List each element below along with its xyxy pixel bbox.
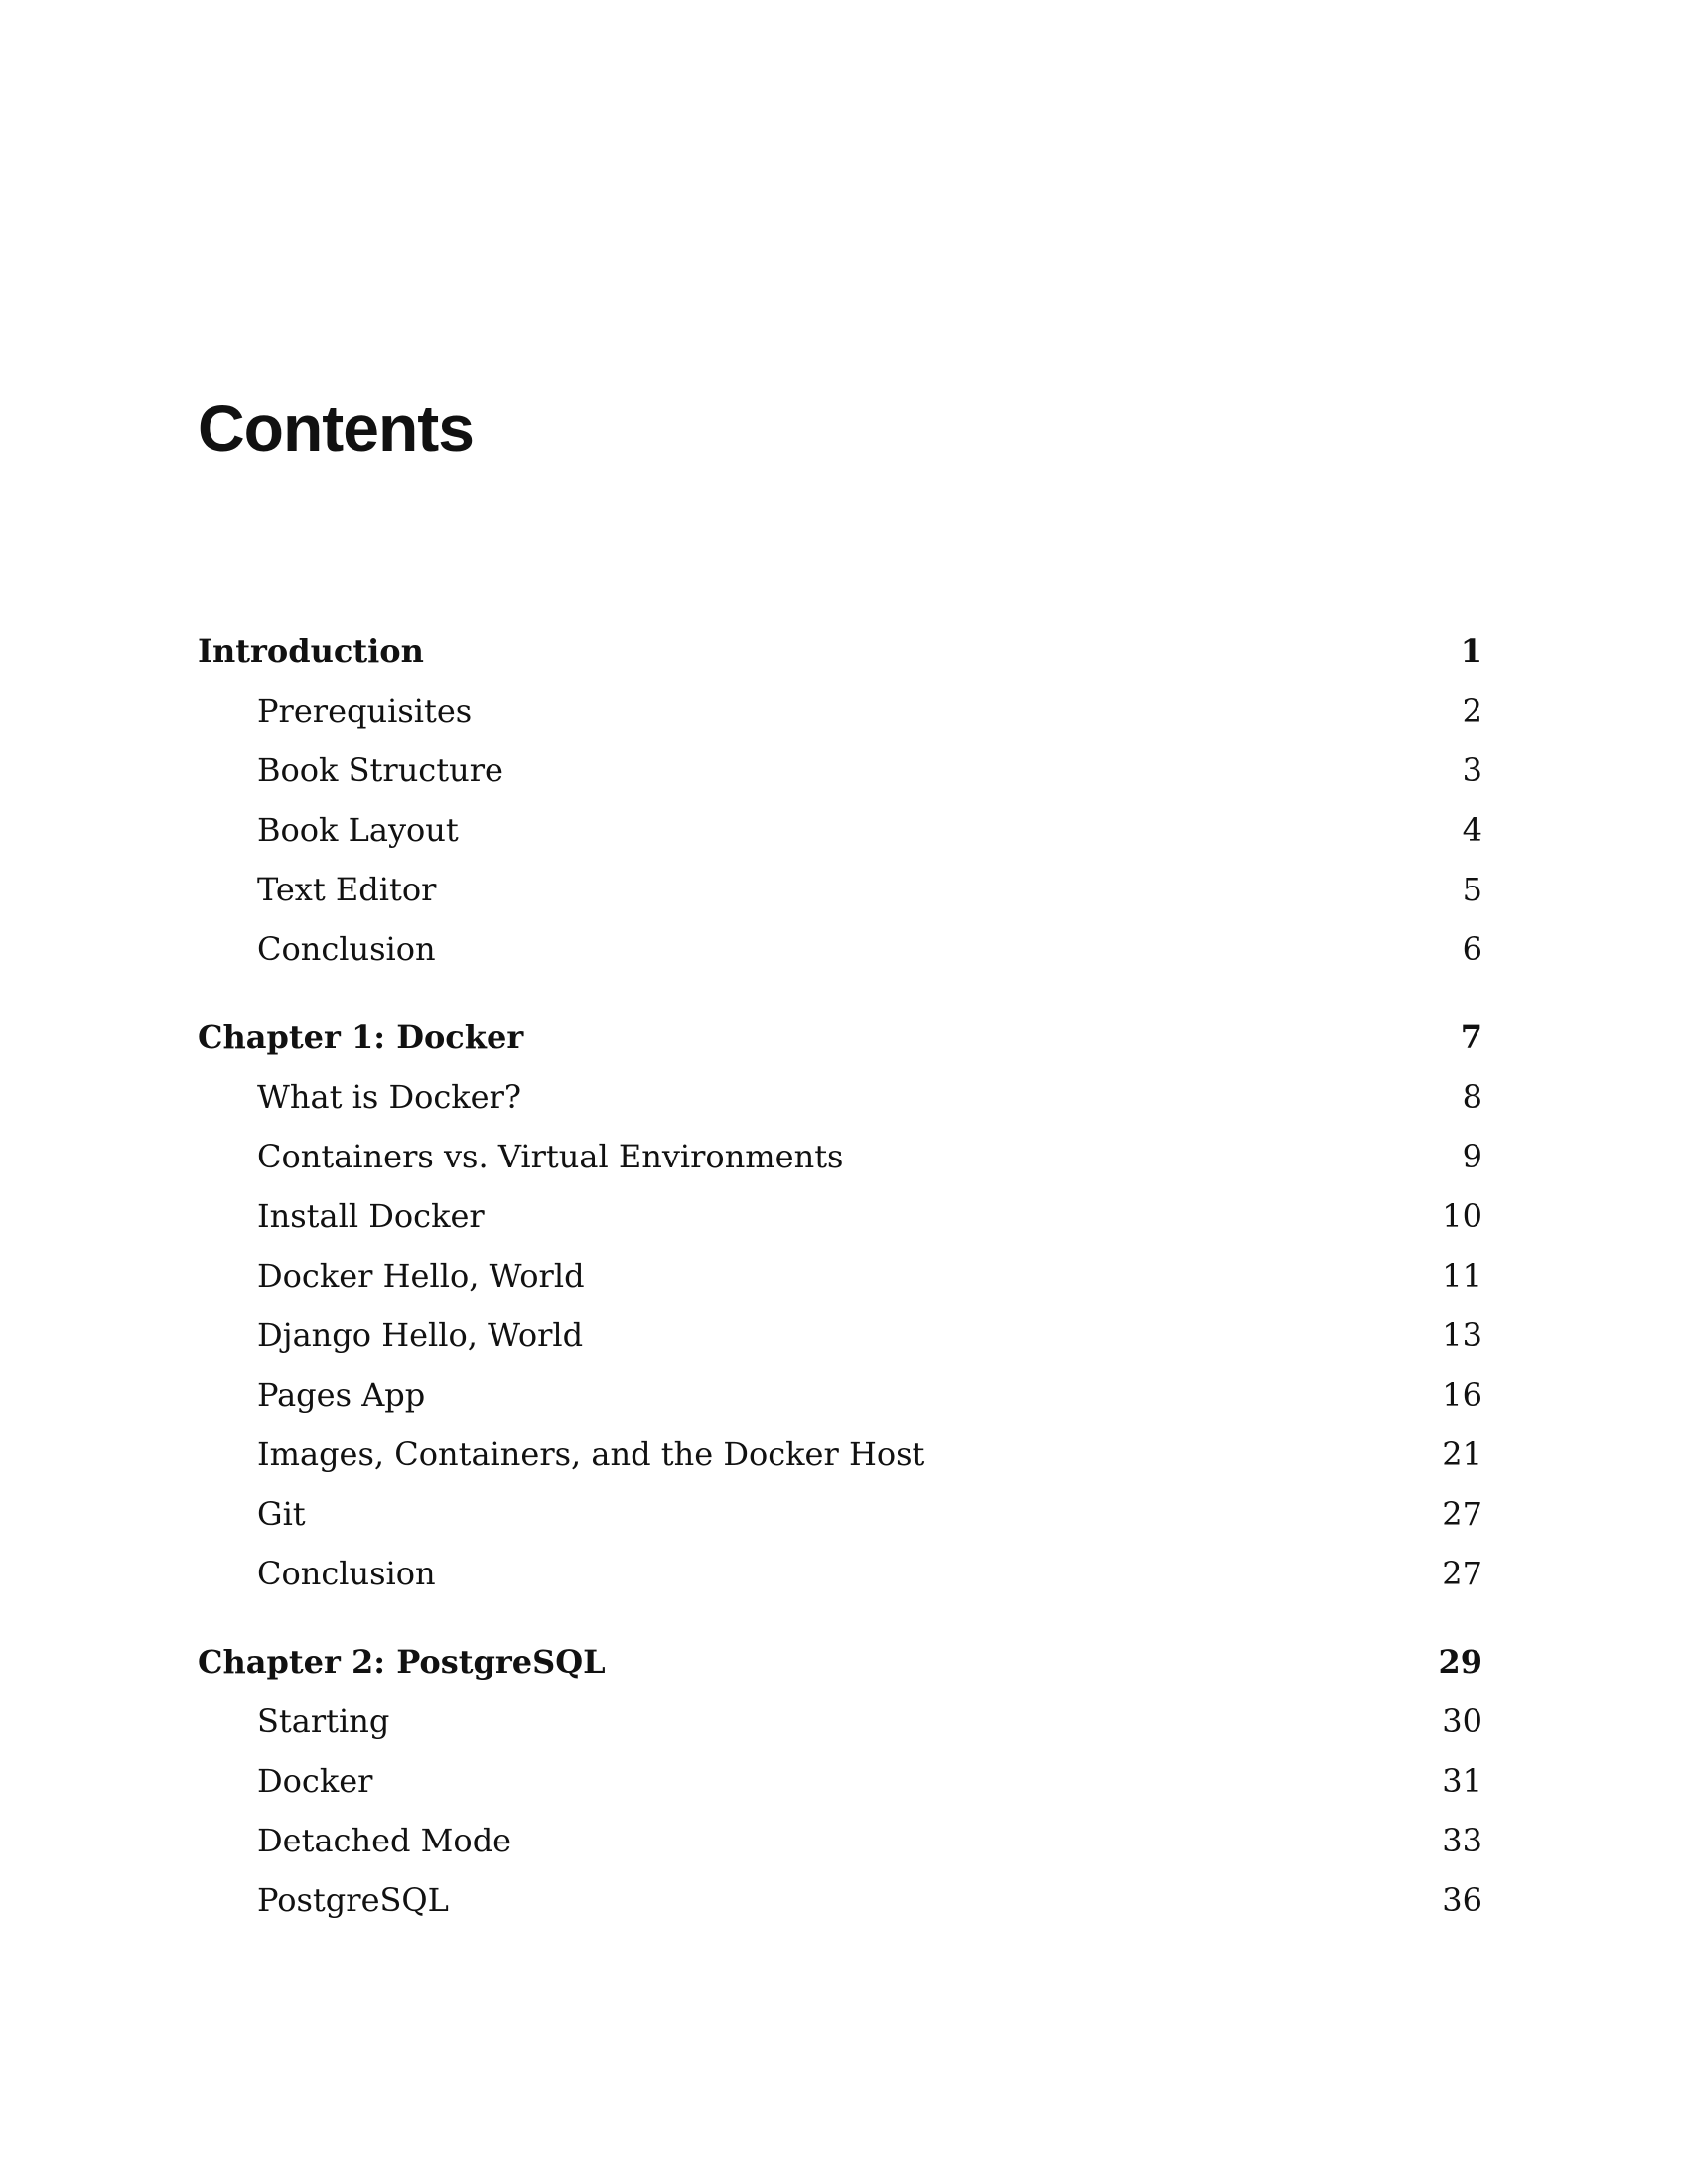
toc-page-number: 33 [1442, 1822, 1482, 1859]
table-of-contents [198, 621, 1482, 1959]
toc-section-chapter-2 [198, 1632, 1482, 1930]
toc-entry-row[interactable] [198, 681, 1482, 741]
toc-entry-title: Pages App [257, 1376, 426, 1414]
toc-entry-row[interactable] [198, 1751, 1482, 1811]
toc-entry-title: Prerequisites [257, 692, 473, 730]
toc-page-number: 13 [1442, 1316, 1482, 1354]
toc-entry-title: Install Docker [257, 1197, 485, 1235]
toc-page-number: 2 [1462, 692, 1482, 730]
toc-page-number: 8 [1462, 1078, 1482, 1116]
toc-entry-title: Text Editor [257, 871, 437, 908]
toc-page-number: 16 [1442, 1376, 1482, 1414]
toc-page-number: 7 [1460, 1019, 1482, 1056]
toc-entry-title: Detached Mode [257, 1822, 512, 1859]
toc-entry-title: Docker [257, 1762, 373, 1800]
toc-entry-row[interactable] [198, 1484, 1482, 1544]
toc-entry-title: PostgreSQL [257, 1881, 449, 1919]
page-title: Contents [198, 391, 474, 465]
toc-entry-row[interactable] [198, 1305, 1482, 1365]
toc-entry-row[interactable] [198, 919, 1482, 979]
toc-entry-title: Conclusion [257, 1555, 436, 1592]
toc-entry-title: Git [257, 1495, 306, 1533]
toc-entry-row[interactable] [198, 1544, 1482, 1603]
toc-chapter-row[interactable] [198, 1632, 1482, 1692]
toc-entry-title: Starting [257, 1703, 390, 1740]
toc-entry-title: Conclusion [257, 930, 436, 968]
toc-entry-row[interactable] [198, 1811, 1482, 1870]
toc-chapter-row[interactable] [198, 1008, 1482, 1067]
toc-page-number: 27 [1442, 1555, 1482, 1592]
toc-entry-row[interactable] [198, 1186, 1482, 1246]
toc-entry-title: Images, Containers, and the Docker Host [257, 1435, 925, 1473]
toc-section-chapter-1 [198, 1008, 1482, 1603]
toc-page-number: 10 [1442, 1197, 1482, 1235]
toc-entry-row[interactable] [198, 1365, 1482, 1425]
toc-entry-row[interactable] [198, 741, 1482, 800]
toc-chapter-title: Chapter 1: Docker [198, 1019, 524, 1056]
toc-page-number: 5 [1462, 871, 1482, 908]
toc-chapter-title: Chapter 2: PostgreSQL [198, 1643, 606, 1681]
toc-entry-row[interactable] [198, 1127, 1482, 1186]
toc-entry-title: Docker Hello, World [257, 1257, 585, 1295]
toc-entry-title: Book Structure [257, 751, 503, 789]
toc-page-number: 31 [1442, 1762, 1482, 1800]
toc-entry-row[interactable] [198, 1067, 1482, 1127]
toc-page-number: 30 [1442, 1703, 1482, 1740]
toc-section-introduction [198, 621, 1482, 979]
toc-page-number: 27 [1442, 1495, 1482, 1533]
toc-page-number: 21 [1442, 1435, 1482, 1473]
toc-chapter-row[interactable] [198, 621, 1482, 681]
toc-entry-title: Book Layout [257, 811, 459, 849]
toc-page-number: 1 [1460, 632, 1482, 670]
toc-entry-title: Django Hello, World [257, 1316, 584, 1354]
toc-entry-row[interactable] [198, 1692, 1482, 1751]
toc-entry-row[interactable] [198, 1870, 1482, 1930]
toc-page-number: 11 [1442, 1257, 1482, 1295]
toc-page-number: 29 [1438, 1643, 1482, 1681]
toc-page-number: 9 [1462, 1138, 1482, 1175]
toc-page-number: 36 [1442, 1881, 1482, 1919]
toc-entry-title: What is Docker? [257, 1078, 522, 1116]
toc-entry-row[interactable] [198, 1246, 1482, 1305]
toc-entry-row[interactable] [198, 860, 1482, 919]
toc-entry-title: Containers vs. Virtual Environments [257, 1138, 844, 1175]
toc-entry-row[interactable] [198, 1425, 1482, 1484]
toc-page-number: 3 [1462, 751, 1482, 789]
toc-entry-row[interactable] [198, 800, 1482, 860]
toc-chapter-title: Introduction [198, 632, 424, 670]
toc-page-number: 4 [1462, 811, 1482, 849]
toc-page-number: 6 [1462, 930, 1482, 968]
